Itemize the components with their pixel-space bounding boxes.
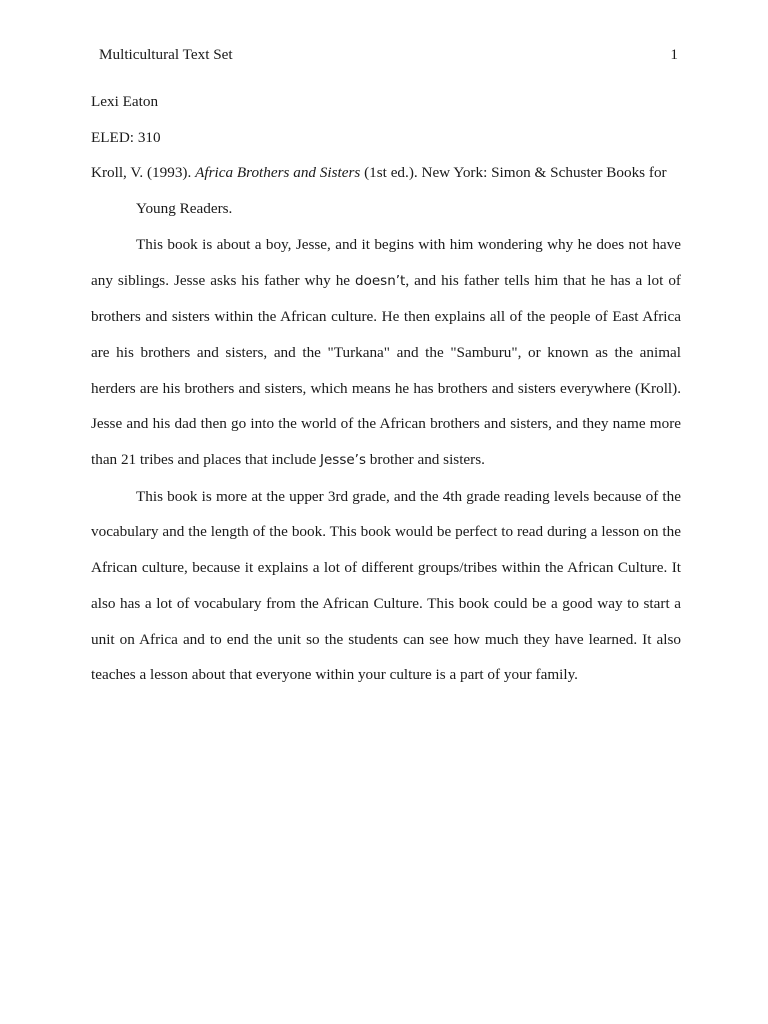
paragraph-summary-part-a: This book is about a boy, Jesse, and it begins with him wondering why he does not have any siblings. Jesse asks his father why he xyxy=(91,235,681,289)
document-body xyxy=(91,84,681,693)
running-head: Multicultural Text Set xyxy=(99,46,233,63)
citation-prefix: Kroll, V. (1993). xyxy=(91,164,196,182)
page-number: 1 xyxy=(670,46,678,63)
paragraph-evaluation: This book is more at the upper 3rd grade, and the 4th grade reading levels because of the vocabulary and the length of the book. This book would be perfect to read during a lesson on the African culture, because it explains a lot of different groups/tribes within the African Culture. It also has a lot of vocabulary from the African Culture. This book could be a good way to start a unit on Africa and to end the unit so the students can see how much they have learned. It also teaches a lesson about that everyone within your culture is a part of your family. xyxy=(91,487,681,684)
citation-book-title: Africa Brothers and Sisters xyxy=(195,164,361,182)
paragraph-summary xyxy=(91,227,681,479)
paragraph-summary-part-c: brother and sisters. xyxy=(366,451,485,469)
author-name: Lexi Eaton xyxy=(91,93,159,110)
citation-line xyxy=(91,155,681,191)
paragraph-summary-jesses: Jesse’s xyxy=(320,452,366,469)
citation-suffix: (1st ed.). New York: Simon & Schuster Books for xyxy=(360,164,667,182)
citation-continuation: Young Readers. xyxy=(136,200,233,218)
paragraph-summary-part-b: , and his father tells him that he has a lot of brothers and sisters within the African culture. He then explains all of the people of East Africa are his brothers and sisters, and the "Turkana" and the "Samburu", or known as the animal herders are his brothers and sisters, which means he has brothers and sisters everywhere (Kroll). Jesse and his dad then go into the world of the African brothers and sisters, and they name more than 21 tribes and places that include xyxy=(91,271,681,469)
course-code: ELED: 310 xyxy=(91,128,161,146)
paragraph-summary-doesnt: doesn’t xyxy=(355,272,406,289)
